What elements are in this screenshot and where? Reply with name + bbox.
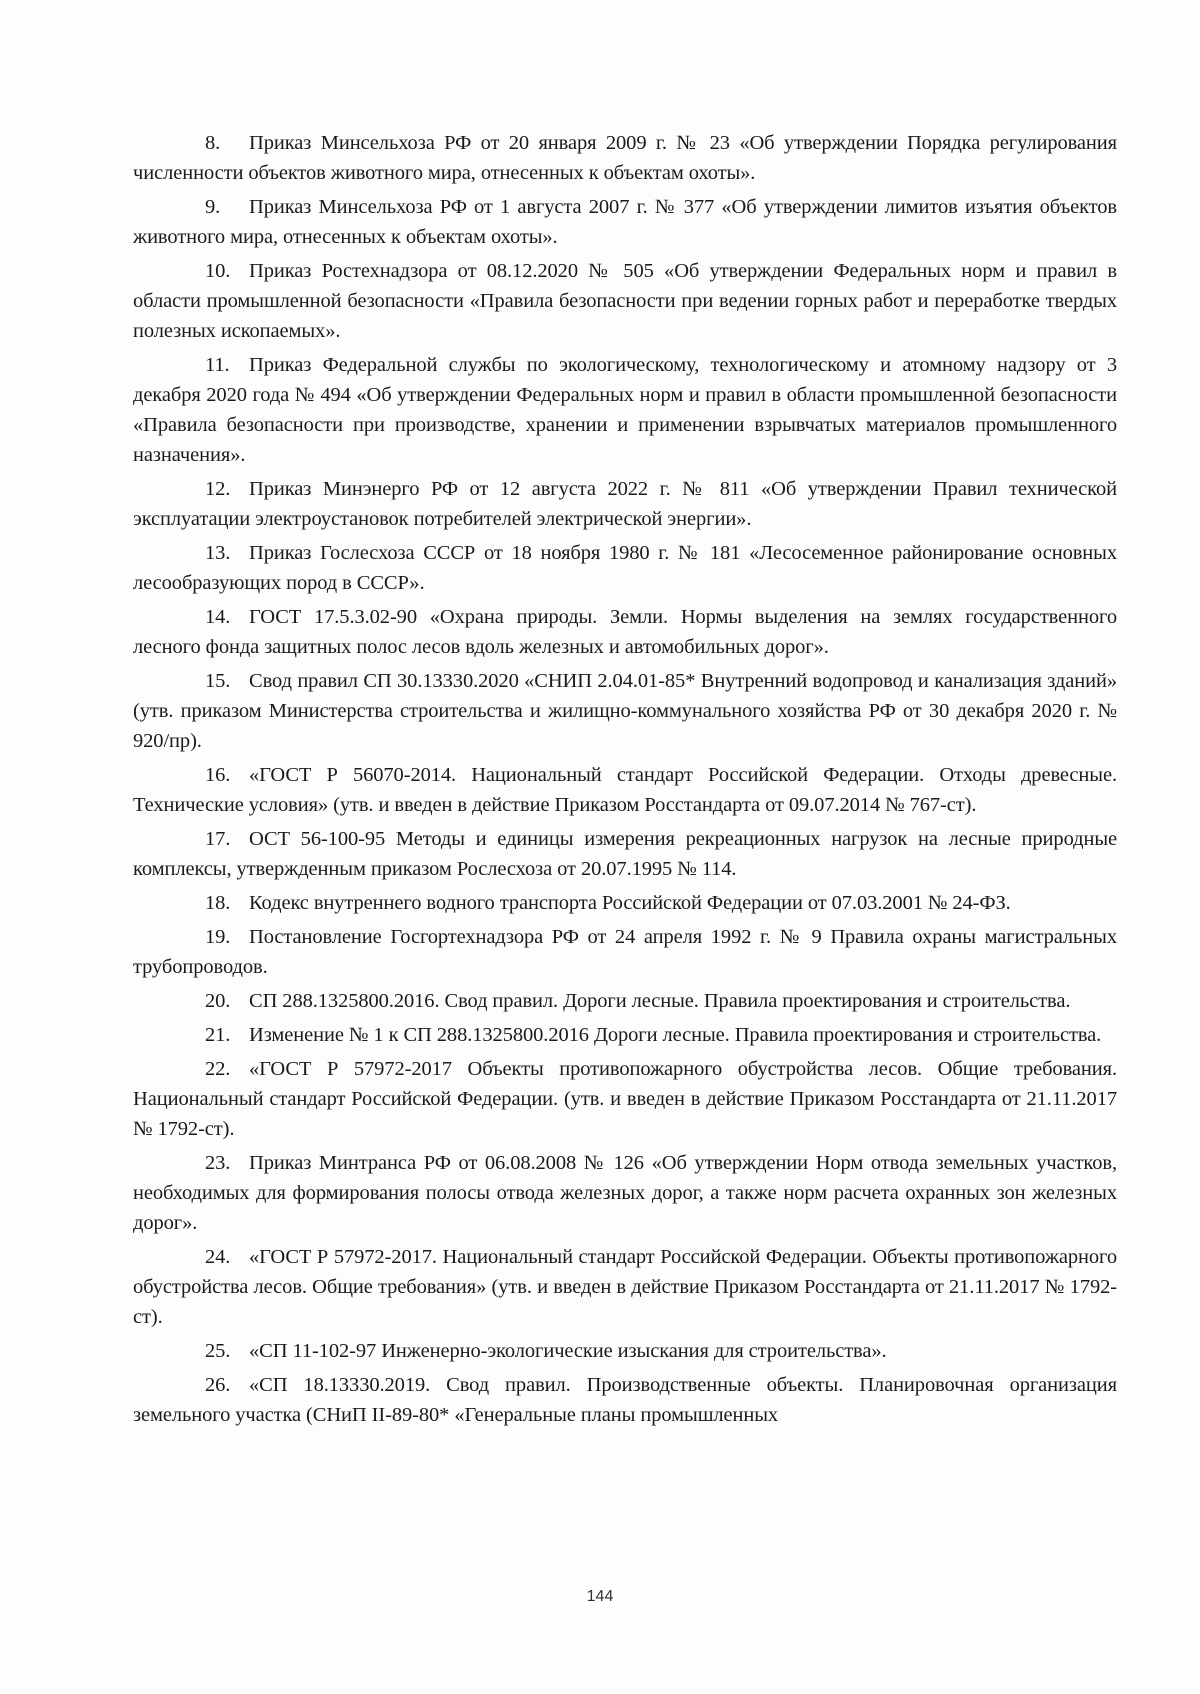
item-number: 13.: [205, 542, 231, 564]
item-text: Постановление Госгортехнадзора РФ от 24 апреля 1992 г. № 9 Правила охраны магистральных трубопроводов.: [133, 926, 1117, 978]
item-number: 18.: [205, 892, 231, 914]
item-text: Изменение № 1 к СП 288.1325800.2016 Дороги лесные. Правила проектирования и строительства.: [249, 1024, 1102, 1046]
list-item: [133, 888, 1117, 918]
item-number: 17.: [205, 828, 231, 850]
item-text: ОСТ 56-100-95 Методы и единицы измерения рекреационных нагрузок на лесные природные комплексы, утвержденным приказом Рослесхоза от 20.07.1995 № 114.: [133, 828, 1117, 880]
item-text: Приказ Гослесхоза СССР от 18 ноября 1980 г. № 181 «Лесосеменное районирование основных лесообразующих пород в СССР».: [133, 542, 1117, 594]
item-number: 23.: [205, 1152, 231, 1174]
item-text: Приказ Минтранса РФ от 06.08.2008 № 126 «Об утверждении Норм отвода земельных участков, необходимых для формирования полосы отвода железных дорог, а также норм расчета охранных зон железных дорог».: [133, 1152, 1117, 1234]
item-text: ГОСТ 17.5.3.02-90 «Охрана природы. Земли. Нормы выделения на землях государственного лесного фонда защитных полос лесов вдоль железных и автомобильных дорог».: [133, 606, 1117, 658]
item-text: Приказ Минэнерго РФ от 12 августа 2022 г. № 811 «Об утверждении Правил технической эксплуатации электроустановок потребителей электрической энергии».: [133, 478, 1117, 530]
item-number: 22.: [205, 1058, 231, 1080]
item-number: 19.: [205, 926, 231, 948]
item-number: 11.: [205, 354, 230, 376]
list-item: [133, 538, 1117, 598]
item-text: Приказ Минсельхоза РФ от 20 января 2009 г. № 23 «Об утверждении Порядка регулирования численности объектов животного мира, отнесенных к объектам охоты».: [133, 132, 1117, 184]
list-item: [133, 1370, 1117, 1430]
list-item: [133, 128, 1117, 188]
item-number: 8.: [205, 132, 221, 154]
item-text: Приказ Минсельхоза РФ от 1 августа 2007 г. № 377 «Об утверждении лимитов изъятия объектов животного мира, отнесенных к объектам охоты».: [133, 196, 1117, 248]
item-number: 24.: [205, 1246, 231, 1268]
item-number: 20.: [205, 990, 231, 1012]
list-item: [133, 474, 1117, 534]
item-text: «ГОСТ Р 57972-2017 Объекты противопожарного обустройства лесов. Общие требования. Национальный стандарт Российской Федерации. (утв. и введен в действие Приказом Росстандарта от 21.11.2017 № 1792-ст).: [133, 1058, 1117, 1140]
item-number: 26.: [205, 1374, 231, 1396]
list-item: [133, 1020, 1117, 1050]
list-item: [133, 666, 1117, 756]
item-text: Кодекс внутреннего водного транспорта Российской Федерации от 07.03.2001 № 24-ФЗ.: [249, 892, 1011, 914]
list-item: [133, 986, 1117, 1016]
item-text: СП 288.1325800.2016. Свод правил. Дороги лесные. Правила проектирования и строительства.: [249, 990, 1071, 1012]
list-item: [133, 1148, 1117, 1238]
item-text: «ГОСТ Р 56070-2014. Национальный стандарт Российской Федерации. Отходы древесные. Технические условия» (утв. и введен в действие Приказом Росстандарта от 09.07.2014 № 767-ст).: [133, 764, 1117, 816]
item-number: 12.: [205, 478, 231, 500]
list-item: [133, 350, 1117, 470]
item-number: 25.: [205, 1340, 231, 1362]
reference-list: [133, 128, 1117, 1434]
list-item: [133, 922, 1117, 982]
list-item: [133, 760, 1117, 820]
item-number: 9.: [205, 196, 221, 218]
item-text: «СП 18.13330.2019. Свод правил. Производственные объекты. Планировочная организация земельного участка (СНиП II-89-80* «Генеральные планы промышленных: [133, 1374, 1117, 1426]
item-number: 15.: [205, 670, 231, 692]
item-number: 21.: [205, 1024, 231, 1046]
item-number: 14.: [205, 606, 231, 628]
list-item: [133, 824, 1117, 884]
list-item: [133, 602, 1117, 662]
page-number: 144: [586, 1588, 614, 1605]
item-number: 16.: [205, 764, 231, 786]
item-text: «СП 11-102-97 Инженерно-экологические изыскания для строительства».: [249, 1340, 887, 1362]
item-number: 10.: [205, 260, 231, 282]
list-item: [133, 1336, 1117, 1366]
list-item: [133, 192, 1117, 252]
item-text: «ГОСТ Р 57972-2017. Национальный стандарт Российской Федерации. Объекты противопожарного обустройства лесов. Общие требования» (утв. и введен в действие Приказом Росстандарта от 21.11.2017 № 1792-ст).: [133, 1246, 1117, 1328]
list-item: [133, 1242, 1117, 1332]
list-item: [133, 1054, 1117, 1144]
list-item: [133, 256, 1117, 346]
item-text: Свод правил СП 30.13330.2020 «СНИП 2.04.01-85* Внутренний водопровод и канализация зданий» (утв. приказом Министерства строительства и жилищно-коммунального хозяйства РФ от 30 декабря 2020 г. № 920/пр).: [133, 670, 1117, 752]
item-text: Приказ Ростехнадзора от 08.12.2020 № 505 «Об утверждении Федеральных норм и правил в области промышленной безопасности «Правила безопасности при ведении горных работ и переработке твердых полезных ископаемых».: [133, 260, 1117, 342]
item-text: Приказ Федеральной службы по экологическому, технологическому и атомному надзору от 3 декабря 2020 года № 494 «Об утверждении Федеральных норм и правил в области промышленной безопасности «Правила безопасности при производстве, хранении и применении взрывчатых материалов промышленного назначения».: [133, 354, 1117, 466]
